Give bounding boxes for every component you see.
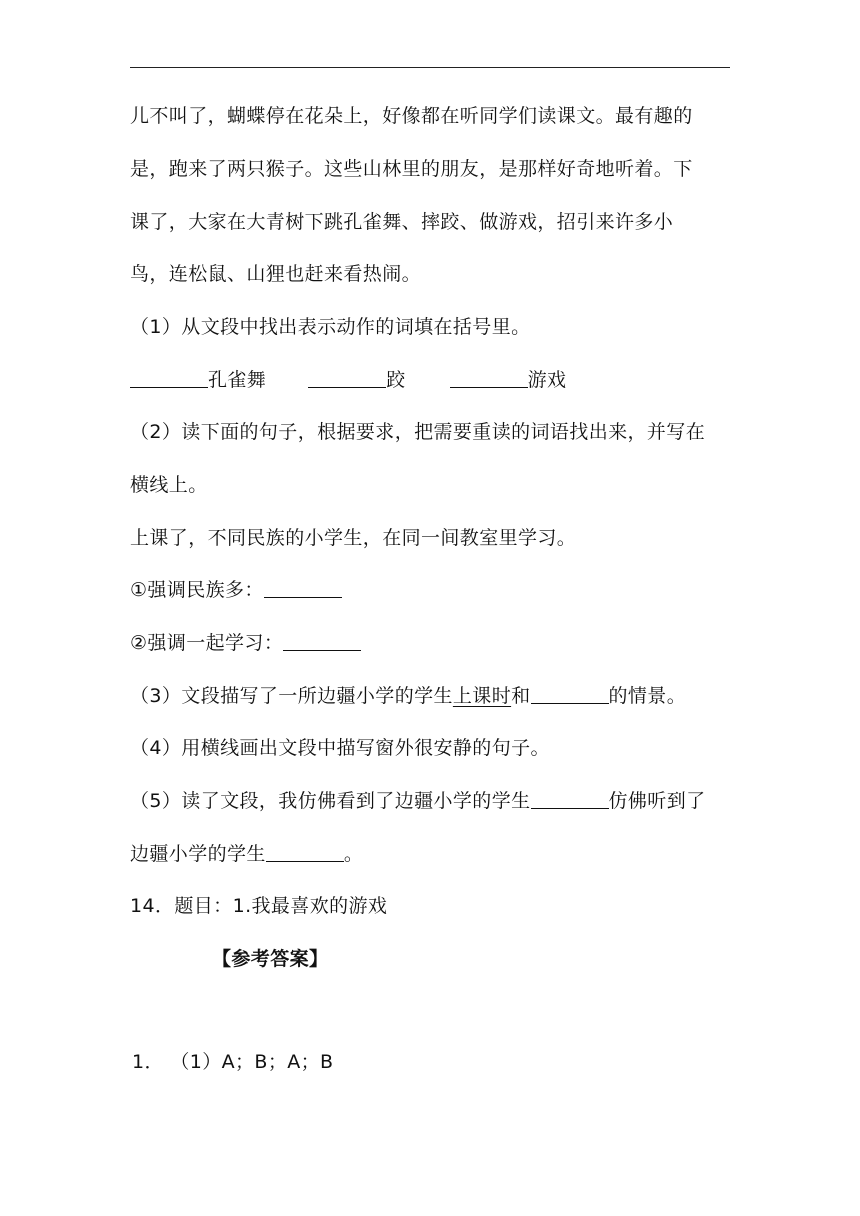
- q5-line2-before: 边疆小学的学生: [130, 843, 266, 865]
- answer-item-1: 1． （1）A；B；A；B: [132, 1051, 334, 1073]
- question-14: 14．题目：1.我最喜欢的游戏: [130, 895, 388, 917]
- question-2-prompt-line-1: （2）读下面的句子，根据要求，把需要重读的词语找出来，并写在: [130, 421, 706, 443]
- passage-line-1: 儿不叫了，蝴蝶停在花朵上，好像都在听同学们读课文。最有趣的: [130, 105, 693, 127]
- q3-before: （3）文段描写了一所边疆小学的学生: [130, 685, 453, 707]
- answer-blank[interactable]: [531, 685, 609, 704]
- q3-after: 的情景。: [608, 685, 687, 707]
- q3-middle: 和: [511, 685, 531, 707]
- sub-2-label: ②强调一起学习：: [130, 632, 284, 654]
- q3-underlined: 上课时: [452, 685, 512, 707]
- q5-line1-after: 仿佛听到了: [608, 790, 706, 812]
- answer-blank[interactable]: [450, 369, 528, 388]
- answer-blank[interactable]: [308, 369, 386, 388]
- question-4: （4）用横线画出文段中描写窗外很安静的句子。: [130, 737, 550, 759]
- question-5-line-1: [130, 788, 706, 814]
- passage-line-4: 鸟，连松鼠、山狸也赶来看热闹。: [130, 263, 422, 285]
- question-2-sub-1: [130, 577, 342, 603]
- blank-suffix-2: 跤: [386, 369, 406, 391]
- q5-line2-after: 。: [343, 843, 364, 865]
- question-1-blanks: [130, 367, 566, 393]
- answers-heading: 【参考答案】: [212, 948, 329, 970]
- question-5-line-2: [130, 841, 363, 867]
- sub-1-label: ①强调民族多：: [130, 579, 264, 601]
- question-2-sub-2: [130, 630, 361, 656]
- passage-line-3: 课了，大家在大青树下跳孔雀舞、摔跤、做游戏，招引来许多小: [130, 211, 674, 233]
- answer-blank[interactable]: [531, 790, 609, 809]
- blank-suffix-3: 游戏: [527, 369, 567, 391]
- question-2-prompt-line-2: 横线上。: [130, 474, 208, 496]
- question-3: [130, 683, 686, 709]
- passage-line-2: 是，跑来了两只猴子。这些山林里的朋友，是那样好奇地听着。下: [130, 158, 693, 180]
- answer-blank[interactable]: [266, 843, 344, 862]
- question-1-prompt: （1）从文段中找出表示动作的词填在括号里。: [130, 316, 531, 338]
- answer-blank[interactable]: [283, 632, 361, 651]
- header-rule: [130, 67, 730, 68]
- question-2-sentence: 上课了，不同民族的小学生，在同一间教室里学习。: [130, 527, 577, 549]
- q5-line1-before: （5）读了文段，我仿佛看到了边疆小学的学生: [130, 790, 531, 812]
- blank-suffix-1: 孔雀舞: [208, 369, 267, 391]
- answer-blank[interactable]: [130, 369, 208, 388]
- answer-blank[interactable]: [264, 579, 342, 598]
